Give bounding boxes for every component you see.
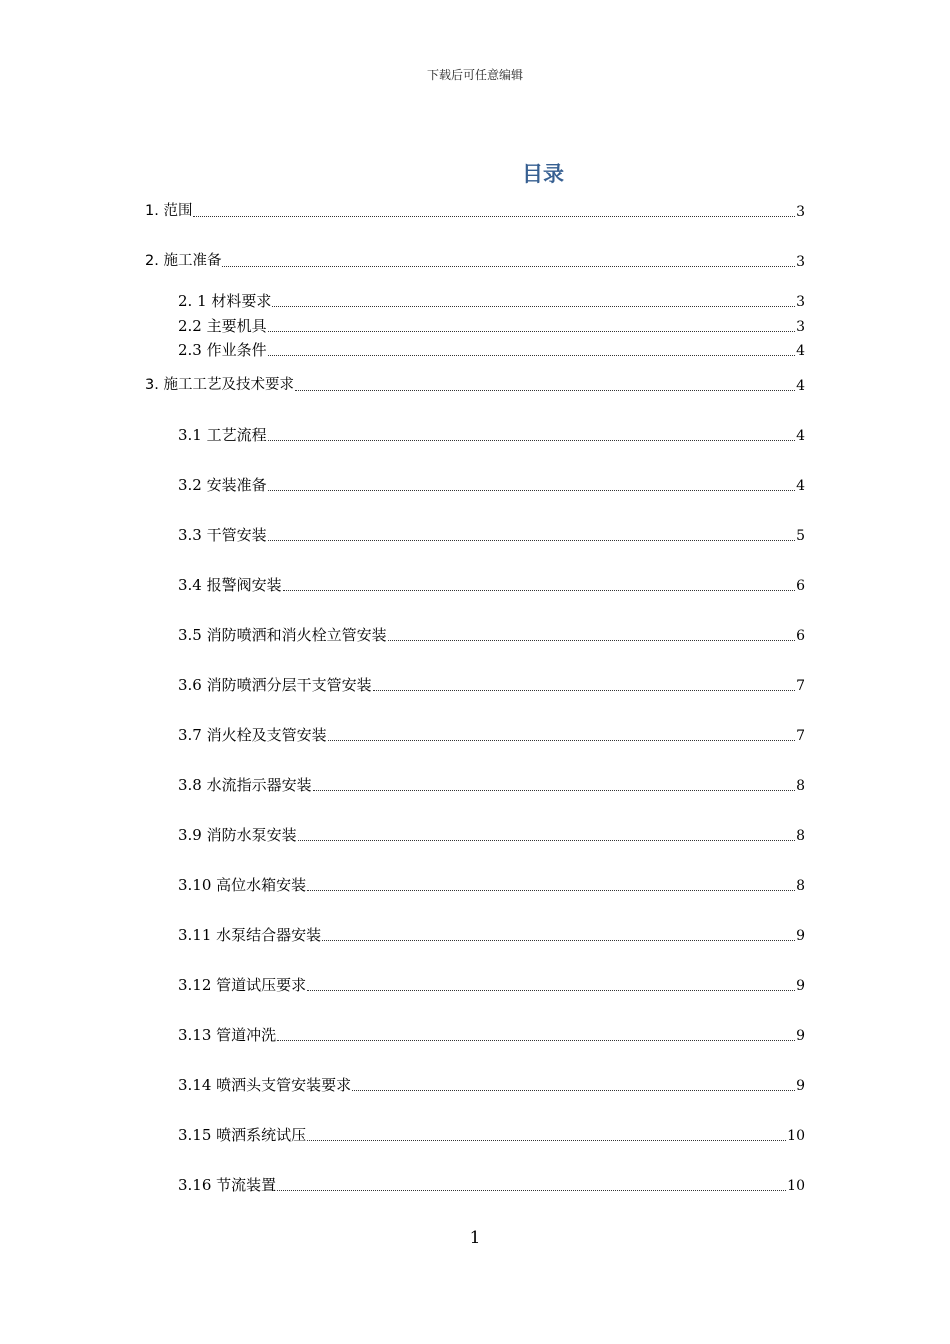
dot-leader bbox=[222, 266, 795, 267]
toc-entry[interactable] bbox=[178, 1126, 805, 1144]
toc-entry-label: 3.1 工艺流程 bbox=[178, 426, 267, 444]
toc-entry[interactable] bbox=[145, 376, 805, 394]
toc-entry[interactable] bbox=[178, 1076, 805, 1094]
toc-entry[interactable] bbox=[178, 1176, 805, 1194]
page-header: 下载后可任意编辑 bbox=[426, 68, 523, 82]
dot-leader bbox=[268, 355, 795, 356]
toc-entry-label: 3.10 高位水箱安装 bbox=[178, 876, 307, 894]
toc-entry-label: 3.8 水流指示器安装 bbox=[178, 776, 312, 794]
toc-entry-page: 7 bbox=[796, 728, 805, 744]
toc-entry[interactable] bbox=[178, 1026, 805, 1044]
dot-leader bbox=[295, 390, 795, 391]
toc-entry-page: 10 bbox=[787, 1178, 805, 1194]
toc-entry-label: 3.12 管道试压要求 bbox=[178, 976, 307, 994]
dot-leader bbox=[268, 490, 795, 491]
toc-entry-page: 4 bbox=[796, 378, 805, 394]
toc-entry-label: 3.15 喷洒系统试压 bbox=[178, 1126, 307, 1144]
toc-entry-label: 2.3 作业条件 bbox=[178, 341, 267, 359]
dot-leader bbox=[283, 590, 795, 591]
toc-entry[interactable] bbox=[178, 476, 805, 494]
toc-entry-page: 10 bbox=[787, 1128, 805, 1144]
toc-entry[interactable] bbox=[145, 202, 805, 220]
dot-leader bbox=[268, 331, 795, 332]
page-number: 1 bbox=[469, 1228, 481, 1248]
toc-entry-label: 3.6 消防喷洒分层干支管安装 bbox=[178, 676, 372, 694]
toc-entry[interactable] bbox=[178, 626, 805, 644]
dot-leader bbox=[272, 306, 795, 307]
toc-entry[interactable] bbox=[178, 292, 805, 310]
toc-entry-page: 6 bbox=[796, 628, 805, 644]
toc-entry[interactable] bbox=[178, 317, 805, 335]
toc-entry-page: 3 bbox=[796, 294, 805, 310]
dot-leader bbox=[313, 790, 795, 791]
toc-entry-label: 2. 1 材料要求 bbox=[178, 292, 272, 310]
toc-entry-label: 3.13 管道冲洗 bbox=[178, 1026, 277, 1044]
dot-leader bbox=[373, 690, 795, 691]
toc-entry-page: 3 bbox=[796, 254, 805, 270]
toc-entry-label: 3. 施工工艺及技术要求 bbox=[145, 377, 294, 393]
toc-entry-page: 9 bbox=[796, 978, 805, 994]
toc-entry[interactable] bbox=[178, 341, 805, 359]
toc-title: 目录 bbox=[522, 162, 564, 186]
toc-entry-label: 3.4 报警阀安装 bbox=[178, 576, 282, 594]
toc-entry[interactable] bbox=[178, 576, 805, 594]
toc-entry-label: 3.11 水泵结合器安装 bbox=[178, 926, 322, 944]
toc-entry-page: 9 bbox=[796, 928, 805, 944]
toc-entry-page: 4 bbox=[796, 428, 805, 444]
toc-entry-page: 9 bbox=[796, 1028, 805, 1044]
dot-leader bbox=[352, 1090, 795, 1091]
toc-entry-label: 3.3 干管安装 bbox=[178, 526, 267, 544]
toc-entry[interactable] bbox=[178, 876, 805, 894]
toc-entry-label: 3.16 节流装置 bbox=[178, 1176, 277, 1194]
dot-leader bbox=[388, 640, 795, 641]
toc-entry-page: 4 bbox=[796, 478, 805, 494]
toc-entry-page: 9 bbox=[796, 1078, 805, 1094]
toc-entry-label: 3.5 消防喷洒和消火栓立管安装 bbox=[178, 626, 387, 644]
dot-leader bbox=[268, 440, 795, 441]
toc-entry-page: 7 bbox=[796, 678, 805, 694]
toc-entry[interactable] bbox=[178, 726, 805, 744]
toc-entry[interactable] bbox=[178, 776, 805, 794]
toc-entry-label: 3.7 消火栓及支管安装 bbox=[178, 726, 327, 744]
toc-entry-page: 3 bbox=[796, 204, 805, 220]
dot-leader bbox=[277, 1190, 786, 1191]
toc-entry-label: 2.2 主要机具 bbox=[178, 317, 267, 335]
dot-leader bbox=[268, 540, 795, 541]
toc-entry[interactable] bbox=[178, 926, 805, 944]
toc-entry-page: 6 bbox=[796, 578, 805, 594]
toc-entry-page: 8 bbox=[796, 778, 805, 794]
toc-entry-label: 3.9 消防水泵安装 bbox=[178, 826, 297, 844]
toc-entry-page: 5 bbox=[796, 528, 805, 544]
toc-entry-label: 3.2 安装准备 bbox=[178, 476, 267, 494]
dot-leader bbox=[307, 990, 795, 991]
toc-entry[interactable] bbox=[178, 526, 805, 544]
toc-entry-label: 3.14 喷洒头支管安装要求 bbox=[178, 1076, 352, 1094]
toc-entry[interactable] bbox=[178, 426, 805, 444]
dot-leader bbox=[328, 740, 795, 741]
toc-entry-label: 1. 范围 bbox=[145, 203, 193, 219]
dot-leader bbox=[307, 1140, 786, 1141]
toc-entry[interactable] bbox=[145, 252, 805, 270]
toc-entry-label: 2. 施工准备 bbox=[145, 253, 222, 269]
toc-entry[interactable] bbox=[178, 826, 805, 844]
toc-entry-page: 8 bbox=[796, 878, 805, 894]
toc-entry-page: 3 bbox=[796, 319, 805, 335]
dot-leader bbox=[277, 1040, 795, 1041]
toc-entry[interactable] bbox=[178, 676, 805, 694]
dot-leader bbox=[322, 940, 795, 941]
dot-leader bbox=[298, 840, 795, 841]
dot-leader bbox=[193, 216, 795, 217]
toc-entry[interactable] bbox=[178, 976, 805, 994]
toc-entry-page: 8 bbox=[796, 828, 805, 844]
dot-leader bbox=[307, 890, 795, 891]
toc-entry-page: 4 bbox=[796, 343, 805, 359]
